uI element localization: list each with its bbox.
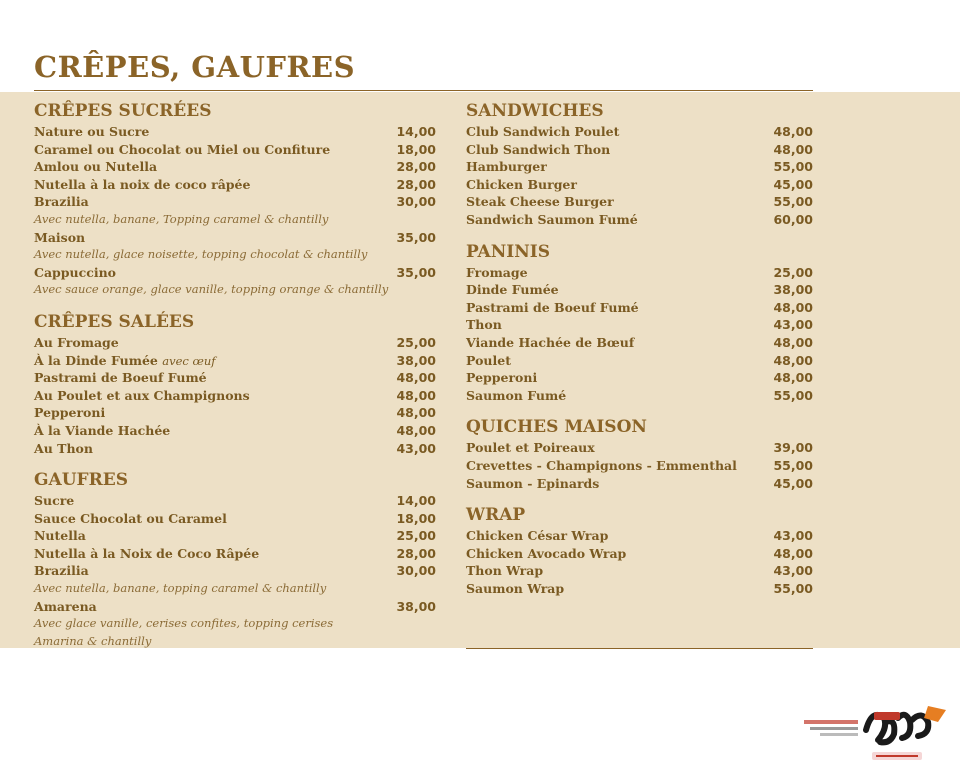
section-title: GAUFRES bbox=[34, 470, 128, 491]
menu-item-label-group bbox=[466, 281, 559, 299]
menu-item bbox=[34, 193, 436, 211]
menu-item-label-group bbox=[34, 334, 119, 352]
menu-item-name: Chicken Burger bbox=[466, 176, 577, 192]
menu-item-price: 43,00 bbox=[773, 528, 813, 544]
menu-item-label-group bbox=[466, 316, 502, 334]
menu-item-label-group bbox=[34, 141, 330, 159]
menu-item-name: Thon bbox=[466, 317, 502, 333]
menu-item-name: Brazilia bbox=[34, 194, 89, 210]
menu-item-price: 25,00 bbox=[773, 264, 813, 280]
menu-item-label-group bbox=[34, 422, 170, 440]
menu-item-price: 55,00 bbox=[773, 159, 813, 175]
menu-item-price: 48,00 bbox=[773, 370, 813, 386]
menu-section-crepes-salees bbox=[34, 311, 436, 457]
menu-item bbox=[34, 141, 436, 159]
menu-item-label-group bbox=[34, 598, 97, 616]
menu-item bbox=[34, 176, 436, 194]
menu-item-price: 48,00 bbox=[773, 545, 813, 561]
menu-item-name: Pepperoni bbox=[34, 405, 106, 421]
menu-item bbox=[466, 299, 813, 317]
menu-item-label-group bbox=[466, 193, 614, 211]
menu-item-price: 48,00 bbox=[396, 405, 436, 421]
menu-item-label-group bbox=[466, 580, 564, 598]
menu-item-label-group bbox=[34, 527, 86, 545]
menu-item-label-group bbox=[466, 176, 577, 194]
menu-item bbox=[34, 404, 436, 422]
menu-item-name: Chicken César Wrap bbox=[466, 528, 609, 544]
section-title: QUICHES MAISON bbox=[466, 417, 647, 438]
menu-item-label-group bbox=[466, 545, 626, 563]
menu-item-price: 48,00 bbox=[773, 299, 813, 315]
menu-item-name: Au Fromage bbox=[34, 334, 119, 350]
menu-item-label-group bbox=[34, 264, 116, 282]
menu-item-label-group bbox=[34, 229, 85, 247]
menu-item bbox=[466, 211, 813, 229]
menu-item-description: Avec glace vanille, cerises confites, topping cerises bbox=[34, 616, 334, 631]
menu-item-label-group bbox=[34, 387, 250, 405]
menu-item-price: 28,00 bbox=[396, 159, 436, 175]
menu-item-label-group bbox=[466, 334, 634, 352]
menu-item-price: 55,00 bbox=[773, 457, 813, 473]
menu-item-name: Poulet bbox=[466, 352, 511, 368]
menu-item bbox=[466, 580, 813, 598]
menu-item-description: Avec sauce orange, glace vanille, topping orange & chantilly bbox=[34, 282, 389, 297]
menu-item-name: Cappuccino bbox=[34, 264, 117, 280]
menu-section-gaufres bbox=[34, 469, 436, 650]
menu-item-name: Saumon Fumé bbox=[466, 387, 567, 403]
menu-item-label-group bbox=[466, 439, 595, 457]
menu-item-label-group bbox=[34, 404, 105, 422]
menu-item bbox=[466, 439, 813, 457]
menu-item-label-group bbox=[34, 369, 207, 387]
menu-item-label-group bbox=[34, 545, 259, 563]
menu-item-name: Pastrami de Boeuf Fumé bbox=[34, 370, 207, 386]
menu-item bbox=[34, 562, 436, 580]
menu-item-price: 43,00 bbox=[773, 563, 813, 579]
menu-item-price: 38,00 bbox=[396, 352, 436, 368]
menu-item-price: 14,00 bbox=[396, 124, 436, 139]
menu-item-price: 60,00 bbox=[773, 211, 813, 227]
menu-item-name: Steak Cheese Burger bbox=[466, 194, 614, 210]
page-title: CRÊPES, GAUFRES bbox=[34, 50, 356, 84]
menu-item-label-group bbox=[466, 527, 608, 545]
menu-item-name: Poulet et Poireaux bbox=[466, 440, 595, 456]
menu-item-name: Nutella à la noix de coco râpée bbox=[34, 176, 251, 192]
menu-item-name: Club Sandwich Poulet bbox=[466, 124, 620, 139]
menu-item-price: 43,00 bbox=[773, 317, 813, 333]
menu-item bbox=[466, 387, 813, 405]
menu-item-name: Viande Hachée de Bœuf bbox=[466, 334, 635, 350]
menu-item-price: 48,00 bbox=[773, 141, 813, 157]
menu-column-left bbox=[34, 100, 436, 650]
menu-item bbox=[466, 141, 813, 159]
menu-item-label-group bbox=[466, 387, 566, 405]
menu-item-price: 55,00 bbox=[773, 194, 813, 210]
menu-item-name: Pastrami de Boeuf Fumé bbox=[466, 299, 639, 315]
menu-item bbox=[34, 229, 436, 247]
menu-item-price: 45,00 bbox=[773, 176, 813, 192]
menu-item bbox=[466, 316, 813, 334]
menu-item-label-group bbox=[466, 352, 511, 370]
menu-item-name: Nature ou Sucre bbox=[34, 124, 150, 139]
menu-item-name: Au Thon bbox=[34, 440, 93, 456]
menu-item-name: Nutella bbox=[34, 528, 86, 544]
menu-item-name: À la Dinde Fumée bbox=[34, 352, 158, 368]
menu-item bbox=[466, 562, 813, 580]
menu-item bbox=[466, 352, 813, 370]
section-title: WRAP bbox=[466, 505, 526, 526]
menu-item bbox=[466, 369, 813, 387]
menu-item-price: 25,00 bbox=[396, 334, 436, 350]
menu-item bbox=[34, 492, 436, 510]
menu-item-label-group bbox=[466, 299, 639, 317]
menu-section-crepes-sucrees bbox=[34, 100, 436, 299]
menu-item-label-group bbox=[34, 440, 93, 458]
menu-item-label-group bbox=[466, 475, 599, 493]
menu-section-sandwiches bbox=[466, 100, 813, 229]
menu-item-label-group bbox=[466, 369, 537, 387]
menu-item-price: 18,00 bbox=[396, 141, 436, 157]
menu-item-name: Sandwich Saumon Fumé bbox=[466, 211, 638, 227]
menu-item-name: Chicken Avocado Wrap bbox=[466, 545, 627, 561]
menu-item-price: 39,00 bbox=[773, 440, 813, 456]
menu-item-price: 28,00 bbox=[396, 545, 436, 561]
title-divider bbox=[34, 90, 813, 91]
menu-item bbox=[466, 264, 813, 282]
menu-item-price: 48,00 bbox=[773, 124, 813, 139]
menu-item-label-group bbox=[466, 264, 528, 282]
menu-item-name: Brazilia bbox=[34, 563, 89, 579]
menu-item-price: 48,00 bbox=[396, 422, 436, 438]
menu-section-paninis bbox=[466, 241, 813, 405]
menu-item-price: 30,00 bbox=[396, 563, 436, 579]
section-title: SANDWICHES bbox=[466, 101, 604, 121]
menu-item-price: 35,00 bbox=[396, 264, 436, 280]
restaurant-logo-icon bbox=[800, 700, 950, 764]
menu-item-price: 43,00 bbox=[396, 440, 436, 456]
menu-item-price: 18,00 bbox=[396, 510, 436, 526]
menu-item-label-group bbox=[466, 211, 638, 229]
menu-item-name: Amlou ou Nutella bbox=[34, 159, 158, 175]
menu-item-price: 14,00 bbox=[396, 493, 436, 509]
menu-item-name: Hamburger bbox=[466, 159, 547, 175]
menu-item-price: 45,00 bbox=[773, 475, 813, 491]
menu-item-price: 38,00 bbox=[396, 598, 436, 614]
menu-item-name: Sucre bbox=[34, 493, 75, 509]
menu-item-name: À la Viande Hachée bbox=[34, 422, 171, 438]
menu-item-label-group bbox=[34, 562, 89, 580]
menu-item-description: Amarina & chantilly bbox=[34, 633, 152, 648]
menu-item bbox=[466, 123, 813, 141]
menu-item-label-group bbox=[466, 141, 610, 159]
menu-item-name: Dinde Fumée bbox=[466, 282, 559, 298]
menu-item bbox=[34, 158, 436, 176]
menu-item-price: 48,00 bbox=[773, 352, 813, 368]
menu-item bbox=[34, 510, 436, 528]
menu-item-name: Thon Wrap bbox=[466, 563, 544, 579]
menu-item bbox=[466, 457, 813, 475]
menu-item-description: Avec nutella, banane, Topping caramel & chantilly bbox=[34, 211, 329, 226]
menu-item bbox=[466, 527, 813, 545]
menu-item-name: Pepperoni bbox=[466, 370, 538, 386]
menu-column-right bbox=[466, 100, 813, 597]
menu-item bbox=[34, 352, 436, 370]
menu-item bbox=[466, 158, 813, 176]
menu-item-label-group bbox=[466, 457, 737, 475]
menu-item-name: Sauce Chocolat ou Caramel bbox=[34, 510, 227, 526]
menu-item bbox=[34, 264, 436, 282]
menu-item bbox=[34, 598, 436, 616]
section-spacer bbox=[34, 299, 436, 311]
menu-item-name: Nutella à la Noix de Coco Râpée bbox=[34, 545, 260, 561]
section-spacer bbox=[466, 492, 813, 504]
menu-item bbox=[466, 281, 813, 299]
menu-item bbox=[34, 123, 436, 141]
menu-item-label-group bbox=[34, 176, 250, 194]
menu-item bbox=[34, 369, 436, 387]
menu-item bbox=[34, 422, 436, 440]
menu-item bbox=[466, 475, 813, 493]
menu-item-description: Avec nutella, glace noisette, topping chocolat & chantilly bbox=[34, 247, 368, 262]
menu-item-label-group bbox=[466, 123, 619, 141]
menu-item-label-group bbox=[34, 510, 227, 528]
section-title: CRÊPES SALÉES bbox=[34, 311, 195, 332]
panel-bottom-divider bbox=[466, 648, 813, 649]
menu-item-price: 48,00 bbox=[396, 370, 436, 386]
menu-item-price: 35,00 bbox=[396, 229, 436, 245]
menu-item-name: Caramel ou Chocolat ou Miel ou Confiture bbox=[34, 141, 331, 157]
menu-item-name: Crevettes - Champignons - Emmenthal bbox=[466, 457, 737, 473]
section-spacer bbox=[466, 229, 813, 241]
menu-section-wrap bbox=[466, 504, 813, 597]
menu-item bbox=[34, 334, 436, 352]
menu-item-note: avec œuf bbox=[162, 353, 216, 368]
menu-item bbox=[466, 334, 813, 352]
menu-item-price: 48,00 bbox=[396, 387, 436, 403]
menu-item-name: Club Sandwich Thon bbox=[466, 141, 611, 157]
menu-item-label-group bbox=[34, 193, 89, 211]
menu-item-name: Saumon Wrap bbox=[466, 580, 565, 596]
section-title: CRÊPES SUCRÉES bbox=[34, 101, 212, 121]
menu-item bbox=[34, 387, 436, 405]
menu-item-price: 55,00 bbox=[773, 580, 813, 596]
menu-item bbox=[466, 545, 813, 563]
menu-item-description: Avec nutella, banane, topping caramel & chantilly bbox=[34, 581, 327, 596]
menu-item-label-group bbox=[34, 158, 157, 176]
menu-item-name: Amarena bbox=[34, 598, 97, 614]
menu-section-quiches-maison bbox=[466, 416, 813, 492]
menu-item-label-group bbox=[466, 158, 547, 176]
menu-item-label-group bbox=[34, 352, 216, 370]
menu-item bbox=[466, 193, 813, 211]
section-spacer bbox=[466, 404, 813, 416]
menu-item-price: 55,00 bbox=[773, 387, 813, 403]
menu-item bbox=[466, 176, 813, 194]
menu-item-label-group bbox=[466, 562, 543, 580]
menu-item-name: Fromage bbox=[466, 264, 528, 280]
menu-item-price: 30,00 bbox=[396, 194, 436, 210]
section-title: PANINIS bbox=[466, 241, 550, 262]
section-spacer bbox=[34, 457, 436, 469]
menu-item-label-group bbox=[34, 123, 149, 141]
menu-item-label-group bbox=[34, 492, 74, 510]
menu-item-price: 38,00 bbox=[773, 282, 813, 298]
menu-item-name: Maison bbox=[34, 229, 86, 245]
menu-item bbox=[34, 545, 436, 563]
menu-item-name: Saumon - Epinards bbox=[466, 475, 600, 491]
menu-item-name: Au Poulet et aux Champignons bbox=[34, 387, 250, 403]
menu-item-price: 25,00 bbox=[396, 528, 436, 544]
menu-item-price: 28,00 bbox=[396, 176, 436, 192]
menu-item bbox=[34, 440, 436, 458]
menu-item bbox=[34, 527, 436, 545]
menu-item-price: 48,00 bbox=[773, 334, 813, 350]
